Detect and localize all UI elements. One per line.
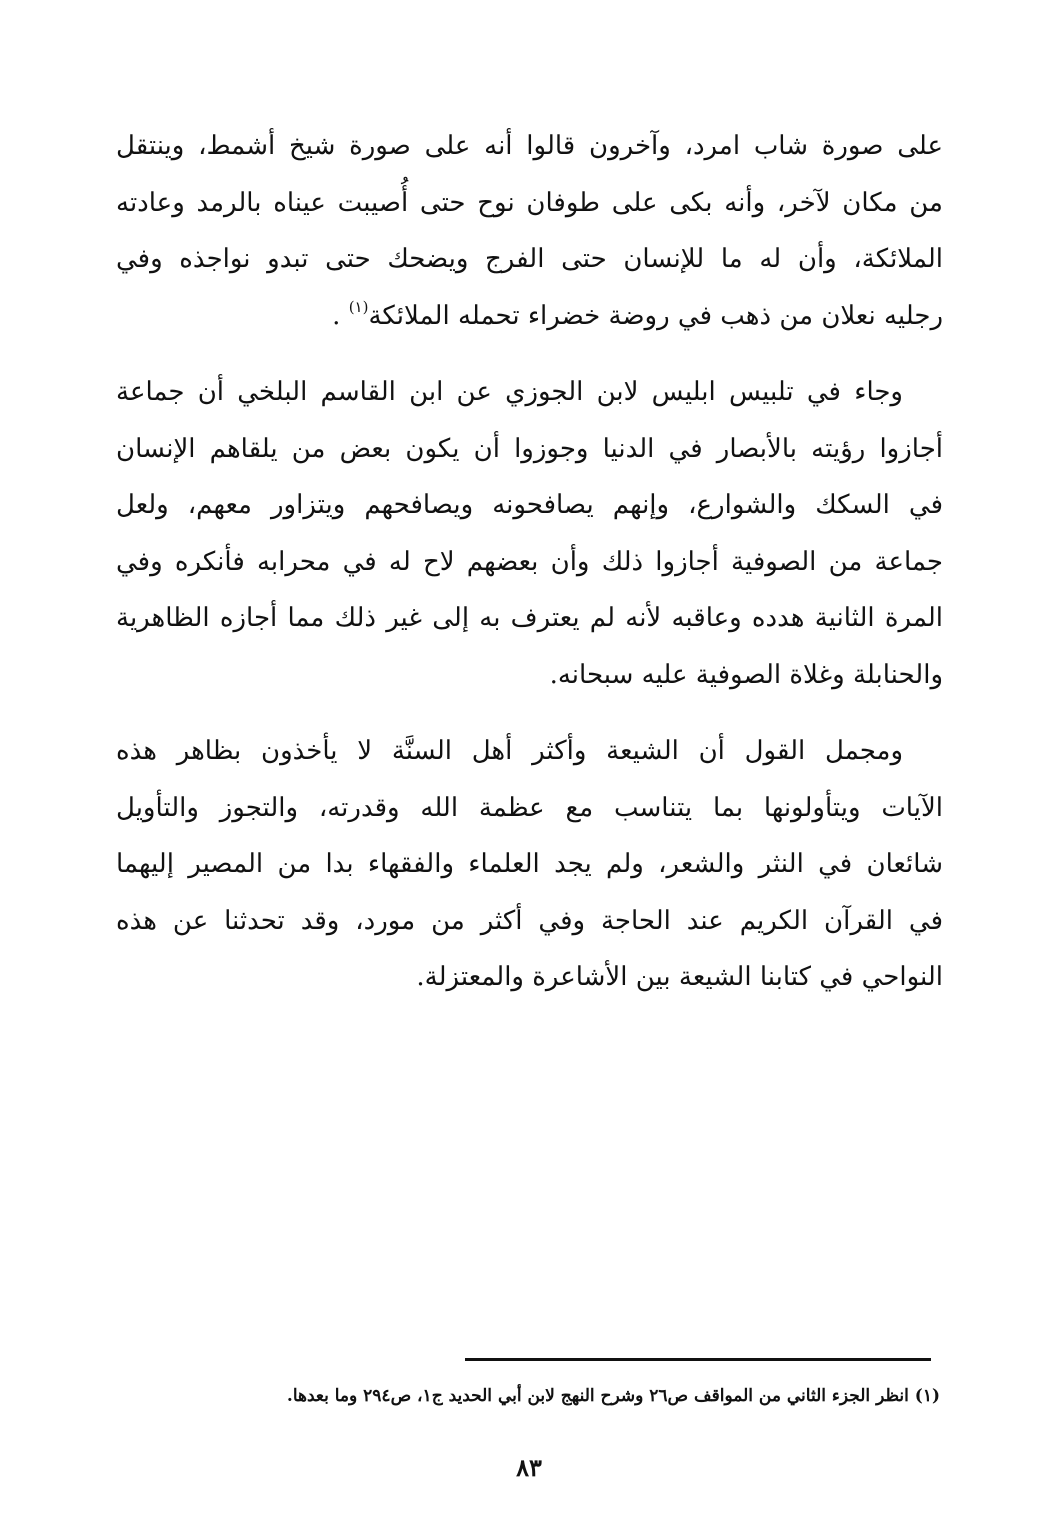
text-line: الملائكة، وأن له ما للإنسان حتى الفرج ويضحك حتى تبدو نواجذه وفي [116, 244, 943, 274]
main-text [116, 118, 943, 1026]
footnote-reference: (١) [348, 297, 369, 316]
paragraph-1 [116, 118, 943, 344]
text-line: والحنابلة وغلاة الصوفية عليه سبحانه. [549, 659, 943, 690]
footnote: (١) انظر الجزء الثاني من المواقف ص٢٦ وشرح النهج لابن أبي الحديد ج١، ص٢٩٤ وما بعدها. [286, 1386, 940, 1406]
text-line: جماعة من الصوفية أجازوا ذلك وأن بعضهم لاح له في محرابه فأنكره وفي [116, 546, 943, 577]
text-line: الآيات ويتأولونها بما يتناسب مع عظمة الله وقدرته، والتجوز والتأويل [116, 792, 943, 823]
text-line: النواحي في كتابنا الشيعة بين الأشاعرة والمعتزلة. [416, 962, 943, 992]
page-number: ٨٣ [516, 1453, 542, 1482]
paragraph-3 [116, 723, 943, 1006]
text-line: على صورة شاب امرد، وآخرون قالوا أنه على صورة شيخ أشمط، وينتقل [116, 131, 943, 161]
text-line: المرة الثانية هدده وعاقبه لأنه لم يعترف به إلى غير ذلك مما أجازه الظاهرية [116, 603, 943, 633]
text-line: وجاء في تلبيس ابليس لابن الجوزي عن ابن القاسم البلخي أن جماعة [116, 377, 903, 407]
text-line: أجازوا رؤيته بالأبصار في الدنيا وجوزوا أن يكون بعض من يلقاهم الإنسان [116, 433, 943, 464]
text-line: من مكان لآخر، وأنه بكى على طوفان نوح حتى أُصيبت عيناه بالرمد وعادته [116, 187, 943, 218]
text-line: شائعان في النثر والشعر، ولم يجد العلماء والفقهاء بدا من المصير إليهما [116, 849, 943, 879]
text-line: في القرآن الكريم عند الحاجة وفي أكثر من مورد، وقد تحدثنا عن هذه [116, 905, 943, 936]
sentence-end: . [332, 300, 349, 331]
text-line-content: رجليه نعلان من ذهب في روضة خضراء تحمله الملائكة [368, 300, 943, 331]
text-line: في السكك والشوارع، وإنهم يصافحونه ويصافحهم ويتزاور معهم، ولعل [116, 490, 943, 520]
text-line: ومجمل القول أن الشيعة وأكثر أهل السنَّة لا يأخذون بظاهر هذه [116, 736, 903, 766]
footnote-separator [465, 1358, 931, 1361]
paragraph-2 [116, 364, 943, 703]
text-line [116, 288, 943, 345]
